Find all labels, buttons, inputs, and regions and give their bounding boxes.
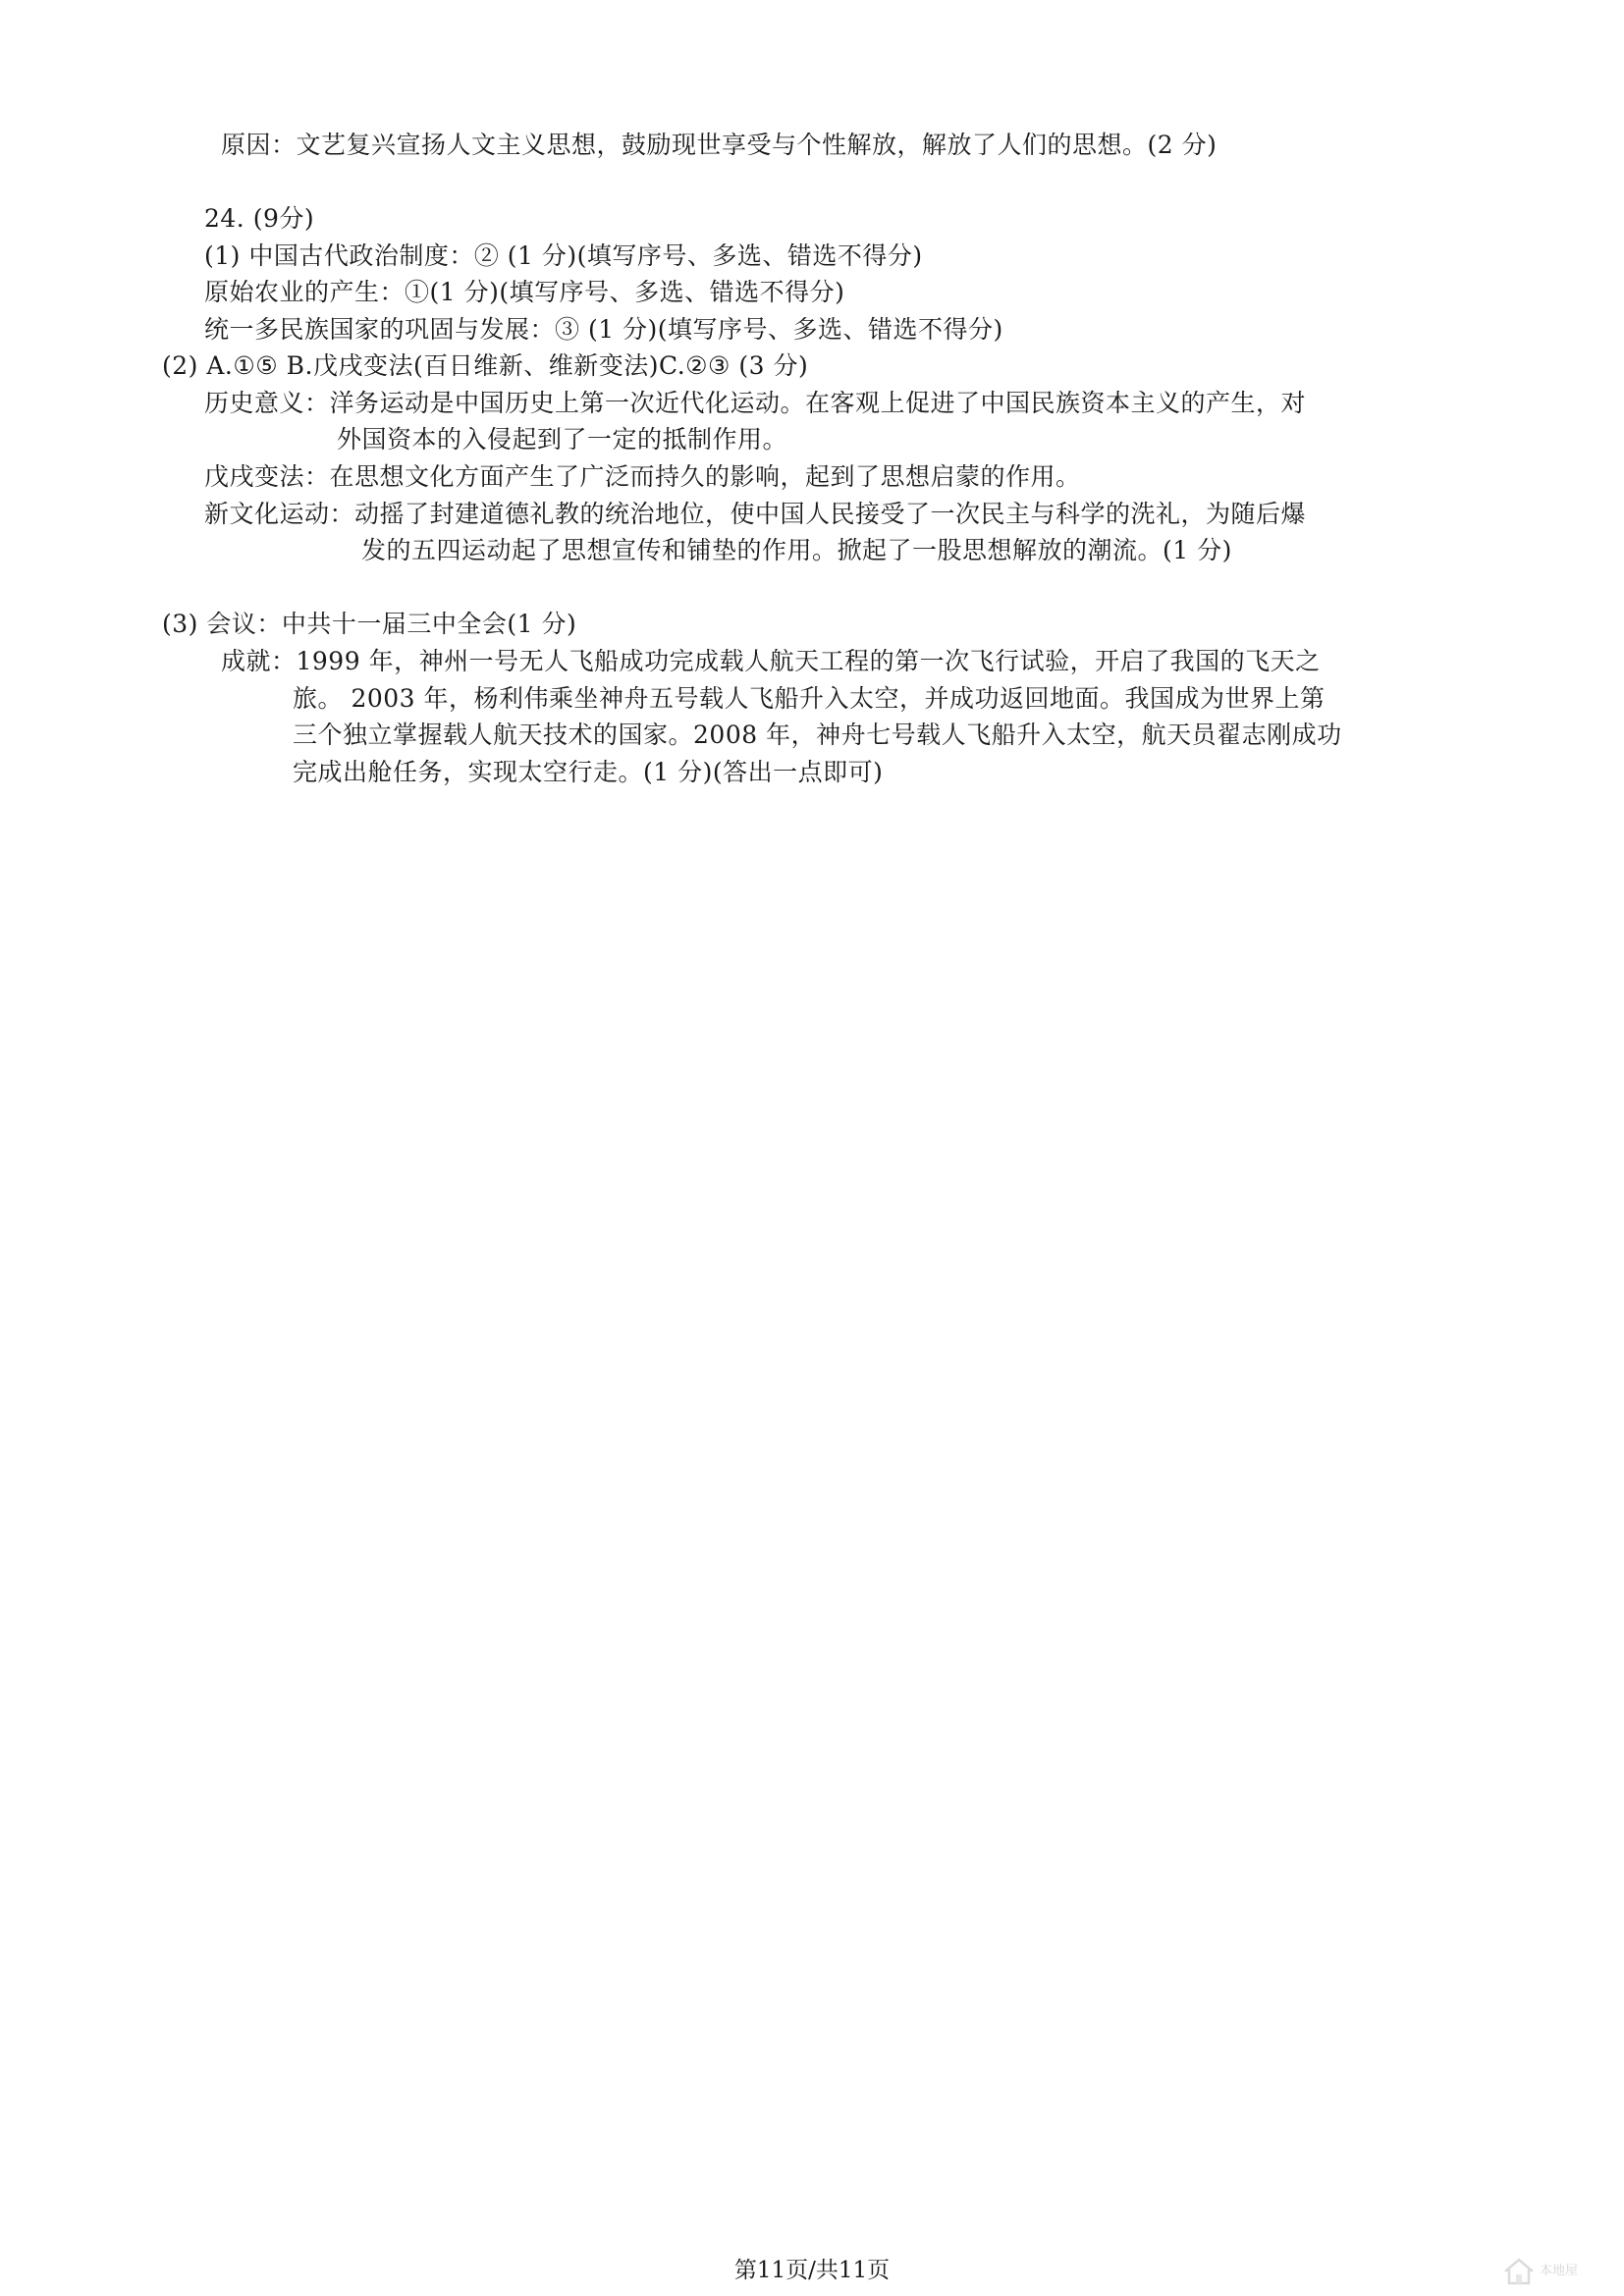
answer-24-3-achievement: 成就：1999 年，神州一号无人飞船成功完成载人航天工程的第一次飞行试验，开启了我国的飞天之: [221, 647, 1321, 675]
answer-24-2-new-culture-movement: 新文化运动：动摇了封建道德礼教的统治地位，使中国人民接受了一次民主与科学的洗礼，为随后爆: [204, 500, 1307, 528]
page-number-footer: 第11页/共11页: [733, 2258, 891, 2283]
answer-24-2-westernization-significance: 历史意义：洋务运动是中国历史上第一次近代化运动。在客观上促进了中国民族资本主义的产生，对: [204, 389, 1307, 417]
answer-24-3-meeting: (3) 会议：中共十一届三中全会(1 分): [162, 610, 577, 638]
answer-24-3-achievement-cont-3: 完成出舱任务，实现太空行走。(1 分)(答出一点即可): [293, 758, 884, 786]
answer-24-3-achievement-cont-2: 三个独立掌握载人航天技术的国家。2008 年，神舟七号载人飞船升入太空，航天员翟志刚成功: [293, 721, 1342, 749]
answer-24-1-primitive-agriculture: 原始农业的产生：①(1 分)(填写序号、多选、错选不得分): [204, 278, 845, 306]
answer-24-2-choices: (2) A.①⑤ B.戊戌变法(百日维新、维新变法)C.②③ (3 分): [162, 351, 809, 380]
answer-reason-line: 原因：文艺复兴宣扬人文主义思想，鼓励现世享受与个性解放，解放了人们的思想。(2 分): [221, 131, 1218, 159]
answer-24-1-political-system: (1) 中国古代政治制度：② (1 分)(填写序号、多选、错选不得分): [204, 241, 923, 270]
site-watermark: [1502, 2254, 1615, 2289]
answer-24-2-westernization-significance-cont: 外国资本的入侵起到了一定的抵制作用。: [337, 425, 788, 454]
answer-24-2-new-culture-movement-cont: 发的五四运动起了思想宣传和铺垫的作用。掀起了一股思想解放的潮流。(1 分): [361, 536, 1232, 564]
house-logo-icon: [1502, 2257, 1536, 2286]
answer-24-3-achievement-cont-1: 旅。 2003 年，杨利伟乘坐神舟五号载人飞船升入太空，并成功返回地面。我国成为世界上第: [293, 684, 1326, 713]
answer-24-1-unified-nation: 统一多民族国家的巩固与发展：③ (1 分)(填写序号、多选、错选不得分): [204, 315, 1003, 344]
answer-24-2-reform-movement: 戊戌变法：在思想文化方面产生了广泛而持久的影响，起到了思想启蒙的作用。: [204, 462, 1081, 491]
question-24-heading: 24. (9分): [204, 204, 315, 233]
watermark-text: 本地屋: [1540, 2264, 1579, 2278]
